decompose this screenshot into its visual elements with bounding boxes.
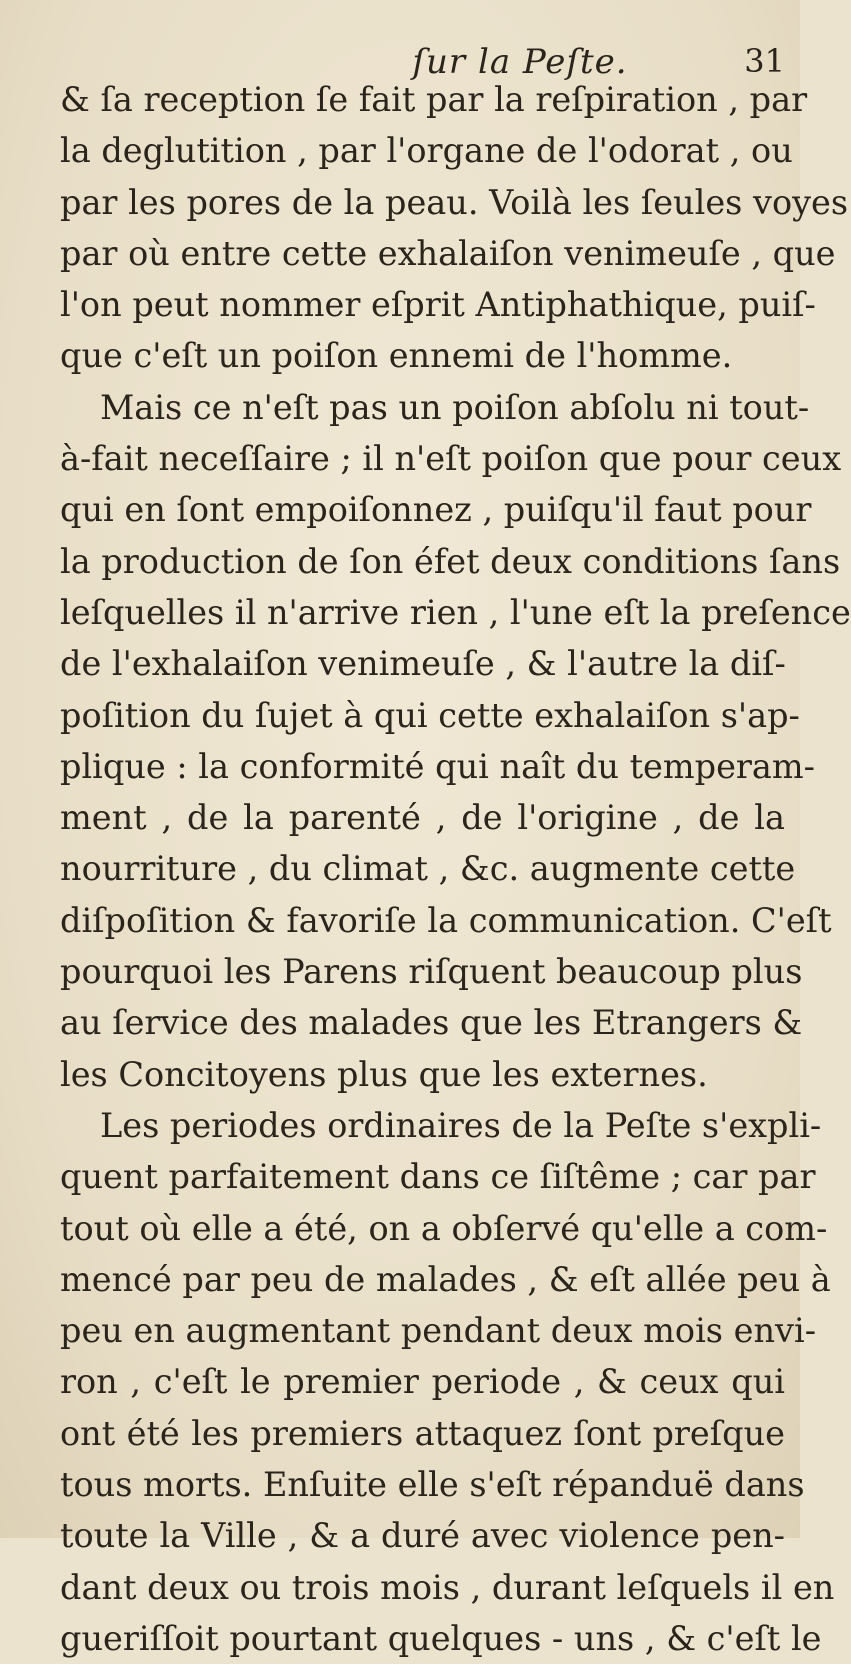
text-line: & ſa reception ſe fait par la reſpiration , par: [60, 80, 808, 119]
text-line: l'on peut nommer eſprit Antiphathique, puiſ-: [60, 285, 816, 325]
text-line: ont été les premiers attaquez ſont preſque: [60, 1413, 785, 1453]
text-line: mencé par peu de malades , & eſt allée peu à: [60, 1259, 831, 1299]
text-line: nourriture , du climat , &c. augmente cette: [60, 849, 796, 889]
text-line: toute la Ville , & a duré avec violence pen-: [60, 1516, 785, 1556]
text-line: la deglutition , par l'organe de l'odorat , ou: [60, 131, 793, 171]
text-line: de l'exhalaiſon venimeuſe , & l'autre la diſ-: [60, 644, 786, 684]
text-line: Mais ce n'eſt pas un poiſon abſolu ni tout-: [100, 387, 810, 427]
text-line: Les periodes ordinaires de la Peſte s'expli-: [100, 1105, 822, 1145]
page-number: 31: [744, 42, 785, 80]
text-line: que c'eſt un poiſon ennemi de l'homme.: [60, 336, 733, 376]
text-line: tous morts. Enſuite elle s'eſt répanduë dans: [60, 1465, 805, 1505]
text-line: qui en ſont empoiſonnez , puiſqu'il faut pour: [60, 490, 812, 530]
text-line: dant deux ou trois mois , durant leſquels il en: [60, 1567, 835, 1607]
text-line: à-fait neceſſaire ; il n'eſt poiſon que pour ceux: [60, 439, 842, 479]
text-line: quent parfaitement dans ce ſiſtême ; car par: [60, 1157, 816, 1197]
text-line: pourquoi les Parens riſquent beaucoup plus: [60, 952, 803, 992]
text-line: les Concitoyens plus que les externes.: [60, 1054, 708, 1094]
text-line: la production de ſon éfet deux conditions ſans: [60, 541, 841, 581]
text-line: par les pores de la peau. Voilà les ſeules voyes: [60, 182, 849, 222]
text-line: gueriſſoit pourtant quelques - uns , & c'eſt le: [60, 1618, 822, 1658]
text-line: leſquelles il n'arrive rien , l'une eſt la preſence: [60, 592, 851, 632]
text-line: ron , c'eſt le premier periode , & ceux qui: [60, 1362, 785, 1402]
text-line: diſpoſition & favoriſe la communication. C'eſt: [60, 900, 832, 940]
text-line: plique : la conformité qui naît du temperam-: [60, 746, 815, 786]
body-text: [60, 74, 851, 1664]
text-line: ment , de la parenté , de l'origine , de la: [60, 798, 785, 838]
text-line: poſition du ſujet à qui cette exhalaiſon s'ap-: [60, 695, 800, 735]
running-head-title: ſur la Peſte.: [412, 42, 628, 82]
text-line: au ſervice des malades que les Etrangers &: [60, 1003, 803, 1043]
text-line: peu en augmentant pendant deux mois envi-: [60, 1311, 817, 1351]
text-line: tout où elle a été, on a obſervé qu'elle a com-: [60, 1208, 828, 1248]
text-line: par où entre cette exhalaiſon venimeuſe , que: [60, 233, 836, 273]
